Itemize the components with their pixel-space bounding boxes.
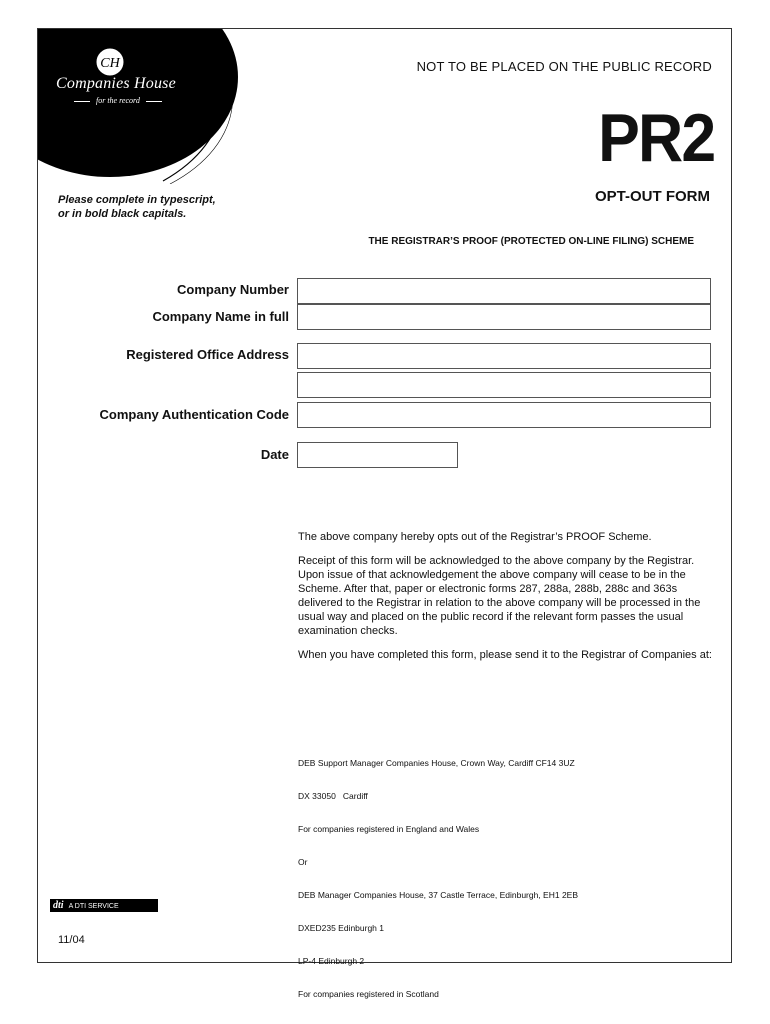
dti-service-text: A DTI SERVICE: [68, 903, 119, 910]
logo-monogram: CH: [100, 56, 120, 71]
send-instruction: When you have completed this form, please send it to the Registrar of Companies at:: [298, 649, 712, 661]
address-line: DXED235 Edinburgh 1: [298, 923, 385, 933]
date-input[interactable]: [298, 443, 457, 467]
companies-house-logo: [38, 29, 243, 184]
company-name-label: Company Name in full: [152, 309, 289, 324]
date-field[interactable]: [297, 442, 458, 468]
address-line: DX 33050 Cardiff: [298, 791, 368, 801]
company-number-input[interactable]: [298, 279, 710, 303]
registrar-addresses: [298, 736, 578, 1011]
address-line: For companies registered in England and Wales: [298, 824, 480, 834]
company-number-label: Company Number: [177, 282, 289, 297]
instruction-line-2: or in bold black capitals.: [58, 208, 187, 220]
address-line: Or: [298, 857, 308, 867]
company-name-field[interactable]: [297, 304, 711, 330]
auth-code-input[interactable]: [298, 403, 710, 427]
opt-out-statement: The above company hereby opts out of the Registrar’s PROOF Scheme.: [298, 531, 652, 543]
logo-title: Companies House: [56, 75, 176, 92]
scheme-title: THE REGISTRAR’S PROOF (PROTECTED ON-LINE FILING) SCHEME: [368, 236, 694, 247]
logo-subtitle: for the record: [68, 96, 168, 105]
completion-instruction: [58, 193, 216, 221]
form-title: OPT-OUT FORM: [595, 188, 710, 205]
registered-office-line-1-field[interactable]: [297, 343, 711, 369]
registered-office-line-2-input[interactable]: [298, 373, 710, 397]
form-code: PR2: [597, 100, 714, 176]
registered-office-line-2-field[interactable]: [297, 372, 711, 398]
auth-code-field[interactable]: [297, 402, 711, 428]
company-number-field[interactable]: [297, 278, 711, 304]
company-name-input[interactable]: [298, 305, 710, 329]
address-line: LP-4 Edinburgh 2: [298, 956, 365, 966]
instruction-line-1: Please complete in typescript,: [58, 194, 216, 206]
address-line: For companies registered in Scotland: [298, 989, 439, 999]
auth-code-label: Company Authentication Code: [99, 407, 289, 422]
date-label: Date: [260, 447, 289, 462]
address-line: DEB Support Manager Companies House, Crown Way, Cardiff CF14 3UZ: [298, 758, 575, 768]
registered-office-label: Registered Office Address: [126, 347, 289, 362]
body-text: [298, 530, 718, 672]
dti-logo-icon: dti: [53, 900, 64, 911]
form-revision-date: 11/04: [58, 934, 85, 946]
registered-office-line-1-input[interactable]: [298, 344, 710, 368]
public-record-notice: NOT TO BE PLACED ON THE PUBLIC RECORD: [416, 59, 712, 74]
address-line: DEB Manager Companies House, 37 Castle Terrace, Edinburgh, EH1 2EB: [298, 890, 579, 900]
dti-service-badge: [50, 899, 158, 912]
acknowledgement-paragraph: Receipt of this form will be acknowledged to the above company by the Registrar. Upon issue of that acknowledgement the above company will cease to be in the Scheme. After that, paper or electronic forms 287, 288a, 288b, 288c and 363s delivered to the Registrar in relation to the above company will be processed in the usual way and placed on the public record if the relevant form passes the usual examination checks.: [298, 555, 701, 637]
logo-swoosh-icon: [38, 29, 243, 184]
